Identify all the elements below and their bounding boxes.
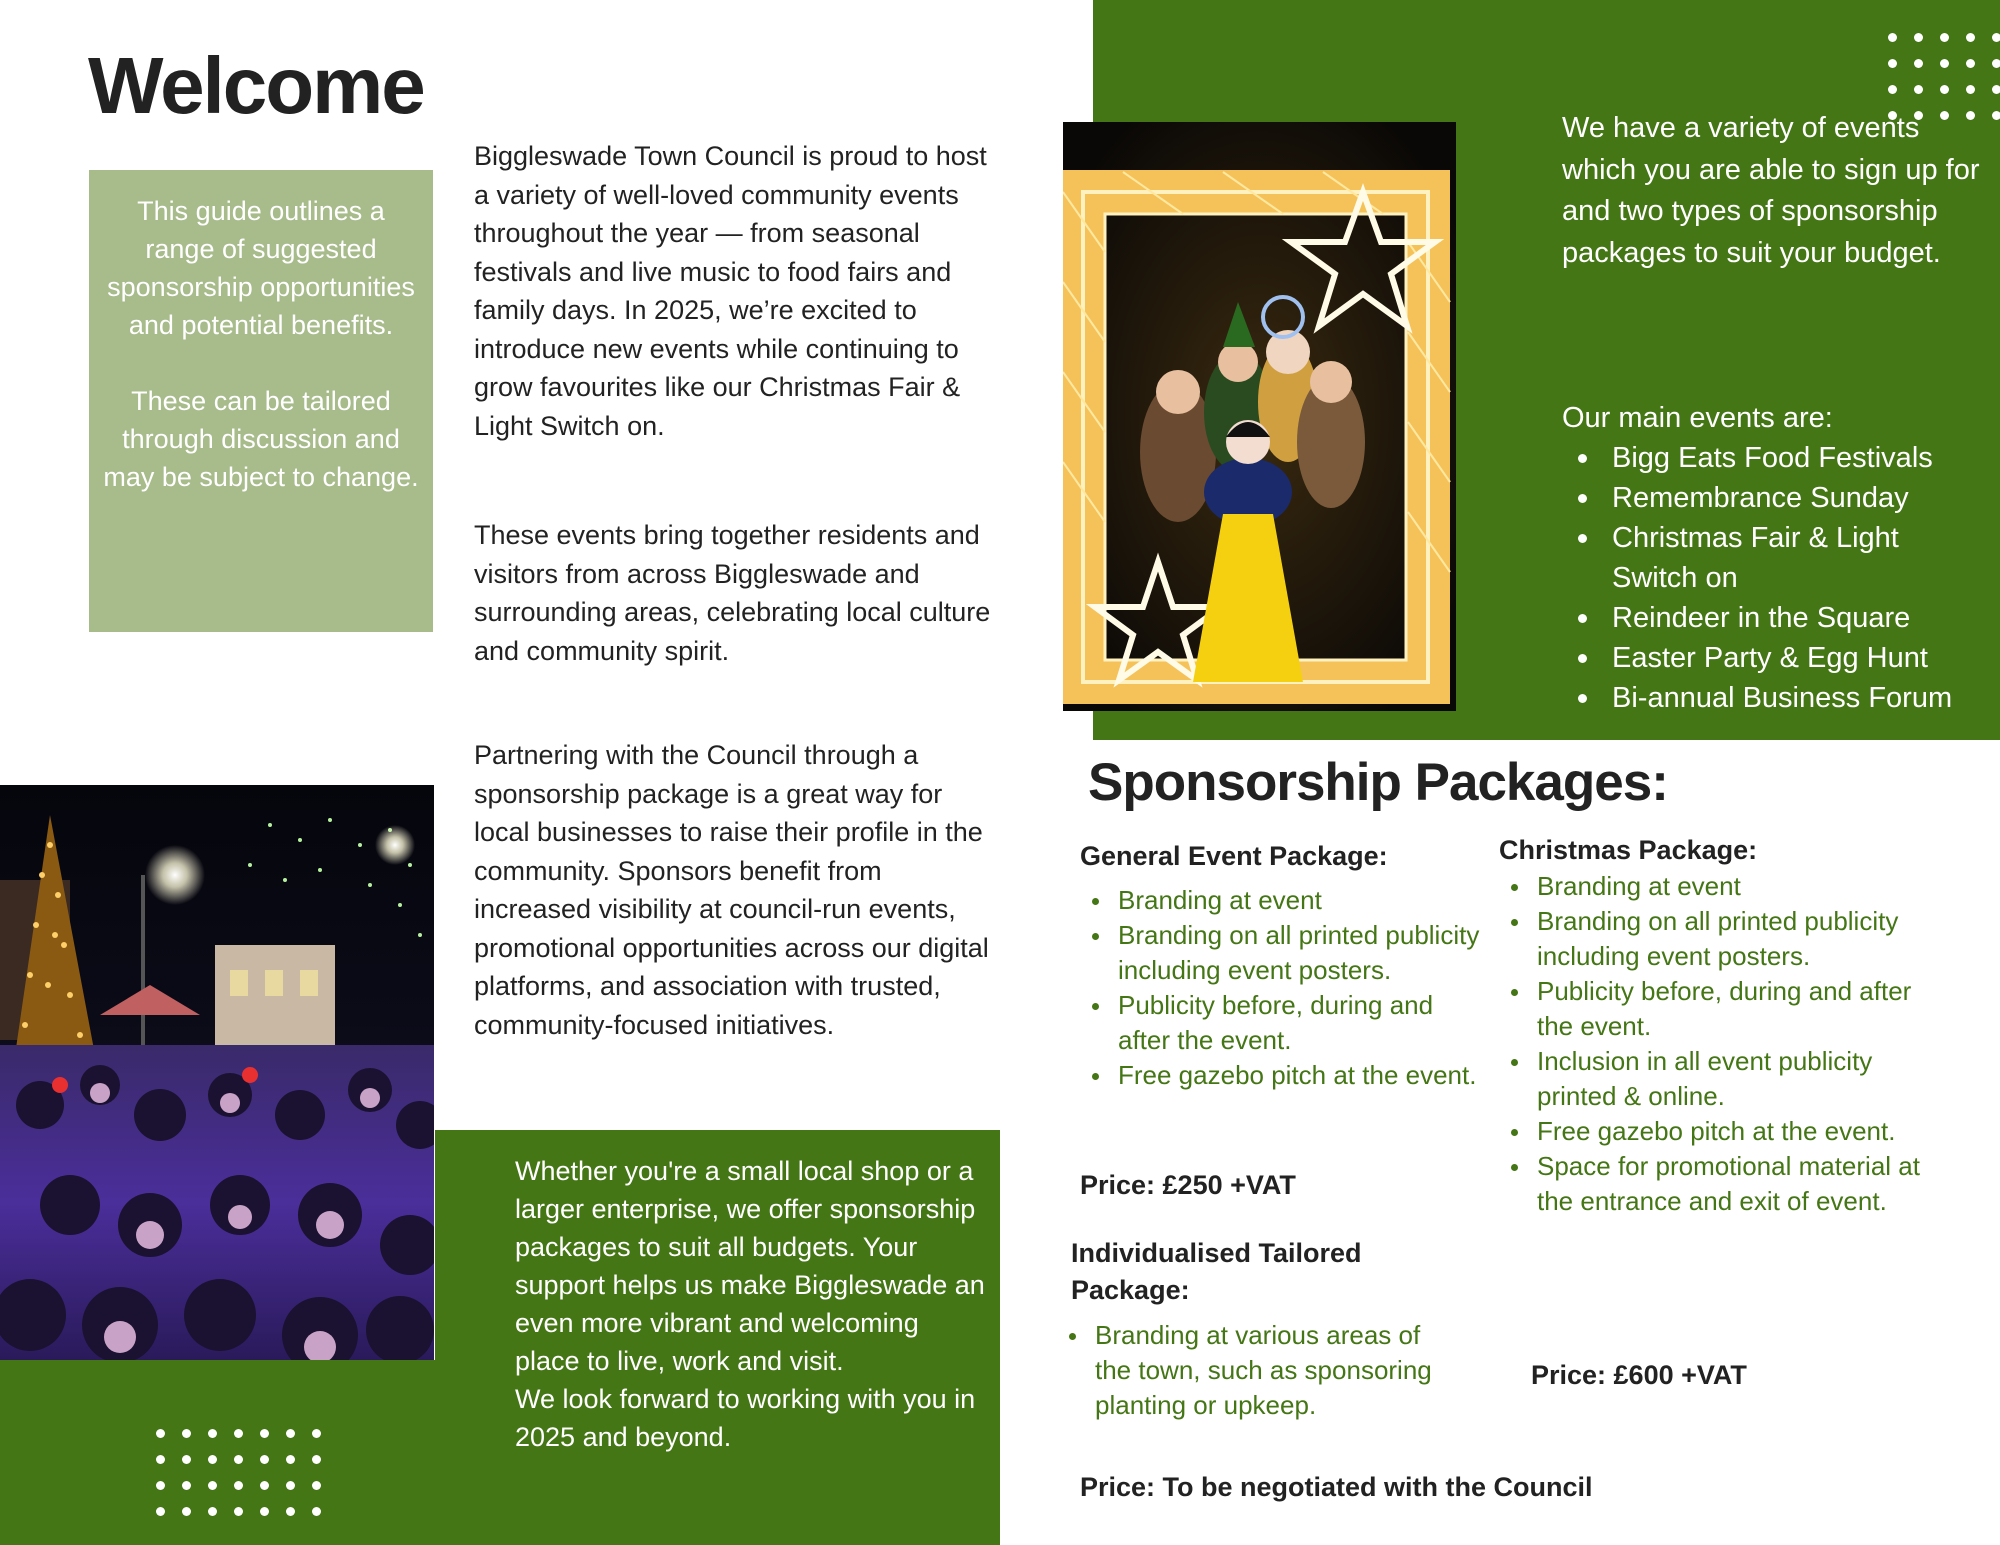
dot xyxy=(182,1455,191,1464)
events-heading: Our main events are: xyxy=(1562,402,1833,434)
dot xyxy=(1940,59,1949,68)
closing-text xyxy=(515,1152,985,1456)
dot xyxy=(156,1455,165,1464)
dot xyxy=(1992,111,2000,120)
dot xyxy=(1914,33,1923,42)
dot-pattern-top xyxy=(1888,33,2000,120)
dot xyxy=(208,1429,217,1438)
closing-line: We look forward to working with you in 2025 and beyond. xyxy=(515,1384,976,1452)
dot xyxy=(156,1429,165,1438)
list-item: Branding on all printed publicity including event posters. xyxy=(1080,918,1480,988)
dot xyxy=(182,1507,191,1516)
list-item: Bigg Eats Food Festivals xyxy=(1562,438,1992,478)
events-intro: We have a variety of events which you are able to sign up for and two types of sponsorship packages to suit your budget. xyxy=(1562,112,1980,269)
dot xyxy=(1914,59,1923,68)
list-item: Branding on all printed publicity including event posters. xyxy=(1499,904,1939,974)
events-list xyxy=(1562,438,1992,718)
dot xyxy=(312,1481,321,1490)
list-item: Space for promotional material at the entrance and exit of event. xyxy=(1499,1149,1939,1219)
dot xyxy=(312,1429,321,1438)
light-frame-photo xyxy=(1063,122,1456,711)
closing-paragraph: Whether you're a small local shop or a larger enterprise, we offer sponsorship packages to suit all budgets. Your support helps us make Biggleswade an even more vibrant and welcoming place to live, work and visit. xyxy=(515,1156,985,1376)
dot xyxy=(286,1429,295,1438)
dot xyxy=(234,1481,243,1490)
dot-pattern-bottom xyxy=(156,1429,321,1516)
list-item: Free gazebo pitch at the event. xyxy=(1080,1058,1480,1093)
dot xyxy=(156,1507,165,1516)
list-item: Publicity before, during and after the event. xyxy=(1080,988,1480,1058)
dot xyxy=(1966,59,1975,68)
dot xyxy=(234,1429,243,1438)
christmas-package-list xyxy=(1499,869,1939,1219)
dot xyxy=(208,1481,217,1490)
dot xyxy=(156,1481,165,1490)
dot xyxy=(182,1481,191,1490)
list-item: Christmas Fair & Light Switch on xyxy=(1562,518,1992,598)
dot xyxy=(208,1507,217,1516)
dot xyxy=(1888,85,1897,94)
body-paragraph: Biggleswade Town Council is proud to host a variety of well-loved community events throughout the year — from seasonal festivals and live music to food fairs and family days. In 2025, we’re excited to introduce new events while continuing to grow favourites like our Christmas Fair & Light Switch on. xyxy=(474,141,987,441)
dot xyxy=(1992,85,2000,94)
dot xyxy=(260,1481,269,1490)
dot xyxy=(286,1481,295,1490)
dot xyxy=(1940,33,1949,42)
list-item: Publicity before, during and after the event. xyxy=(1499,974,1939,1044)
dot xyxy=(1966,85,1975,94)
list-item: Branding at various areas of the town, such as sponsoring planting or upkeep. xyxy=(1057,1318,1457,1423)
dot xyxy=(1888,33,1897,42)
list-item: Branding at event xyxy=(1080,883,1480,918)
tailored-package-title: Individualised Tailored Package: xyxy=(1071,1238,1362,1305)
list-item: Easter Party & Egg Hunt xyxy=(1562,638,1992,678)
dot xyxy=(260,1429,269,1438)
page-title: Welcome xyxy=(88,41,424,130)
dot xyxy=(182,1429,191,1438)
dot xyxy=(234,1507,243,1516)
sponsorship-title: Sponsorship Packages: xyxy=(1088,753,1668,812)
intro-note: These can be tailored through discussion and may be subject to change. xyxy=(103,386,419,492)
list-item: Remembrance Sunday xyxy=(1562,478,1992,518)
dot xyxy=(208,1455,217,1464)
intro-text: This guide outlines a range of suggested sponsorship opportunities and potential benefits. xyxy=(107,196,415,340)
body-paragraph: Partnering with the Council through a sponsorship package is a great way for local businesses to raise their profile in the community. Sponsors benefit from increased visibility at council-run events, promotional opportunities across our digital platforms, and association with trusted, community-focused initiatives. xyxy=(474,740,989,1040)
dot xyxy=(286,1507,295,1516)
dot xyxy=(260,1507,269,1516)
christmas-package-title: Christmas Package: xyxy=(1499,835,1758,865)
dot xyxy=(1888,59,1897,68)
intro-box xyxy=(89,170,433,632)
dot xyxy=(1992,33,2000,42)
dot xyxy=(234,1455,243,1464)
general-package-title: General Event Package: xyxy=(1080,841,1388,871)
general-package-list xyxy=(1080,883,1480,1093)
body-paragraph: These events bring together residents and visitors from across Biggleswade and surrounding areas, celebrating local culture and community spirit. xyxy=(474,520,991,666)
dot xyxy=(312,1455,321,1464)
tailored-package-list xyxy=(1057,1318,1457,1423)
general-package-price: Price: £250 +VAT xyxy=(1080,1170,1296,1200)
christmas-package-price: Price: £600 +VAT xyxy=(1531,1360,1747,1390)
list-item: Inclusion in all event publicity printed & online. xyxy=(1499,1044,1939,1114)
crowd-photo xyxy=(0,785,434,1360)
tailored-package-price: Price: To be negotiated with the Council xyxy=(1080,1472,1593,1502)
list-item: Reindeer in the Square xyxy=(1562,598,1992,638)
list-item: Bi-annual Business Forum xyxy=(1562,678,1992,718)
list-item: Branding at event xyxy=(1499,869,1939,904)
dot xyxy=(1914,85,1923,94)
dot xyxy=(1992,59,2000,68)
dot xyxy=(1940,85,1949,94)
dot xyxy=(260,1455,269,1464)
list-item: Free gazebo pitch at the event. xyxy=(1499,1114,1939,1149)
dot xyxy=(286,1455,295,1464)
dot xyxy=(1966,33,1975,42)
dot xyxy=(312,1507,321,1516)
